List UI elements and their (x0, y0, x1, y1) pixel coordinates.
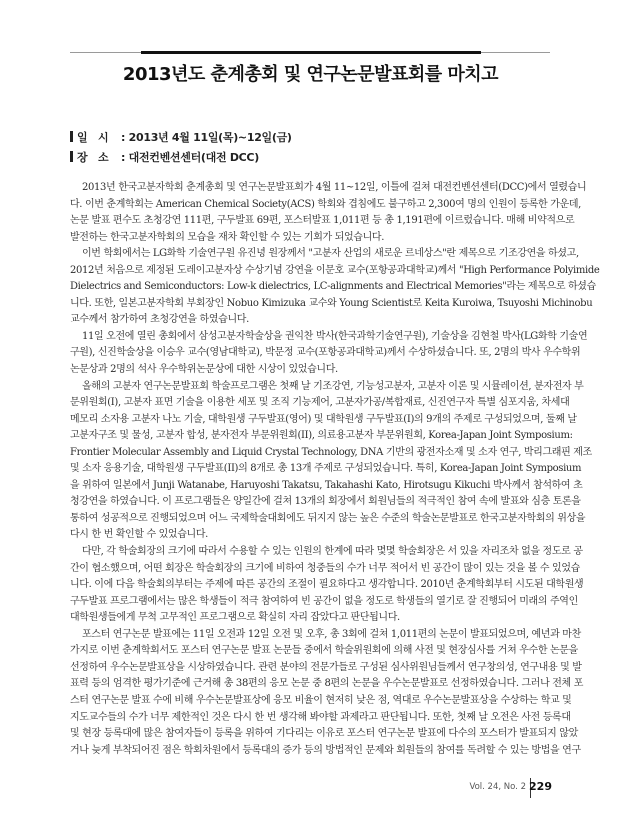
info-label: 일 시 (77, 131, 109, 144)
text-line: 대학원생들에게 무척 고무적인 프로그램으로 확실히 자리 잡았다고 판단됩니다. (70, 612, 400, 624)
text-line: 청강연을 하였습니다. 이 프로그램들은 양일간에 걸쳐 13개의 회장에서 회원님들의 적극적인 참여 속에 발표와 심층 토론을 (70, 496, 581, 508)
bullet-bar-icon (70, 151, 73, 162)
text-line: 다시 한 번 확인할 수 있었습니다. (70, 529, 209, 541)
text-line: 스터 연구논문 발표 수에 비해 우수논문발표상에 응모 비율이 현저히 낮은 점, 역대로 우수논문발표상을 수상하는 학교 및 (70, 694, 572, 706)
text-line: 이번 학회에서는 LG화학 기술연구원 유진녕 원장께서 "고분자 산업의 새로운 르네상스"란 제목으로 기조강연을 하셨고, (82, 248, 579, 260)
text-line: 니다. 또한, 일본고분자학회 부회장인 Nobuo Kimizuka 교수와 Young Scientist로 Keita Kuroiwa, Tsuyoshi Michinobu (70, 297, 593, 309)
text-line: 11일 오전에 열린 총회에서 삼성고분자학술상을 권익찬 박사(한국과학기술연구원), 기술상을 김현철 박사(LG화학 기술연 (82, 330, 588, 342)
text-line: 논문 발표 편수도 초청강연 111편, 구두발표 69편, 포스터발표 1,011편 등 총 1,191편에 이르렀습니다. 매해 비약적으로 (70, 215, 575, 227)
paragraph (70, 329, 588, 379)
article-title: 2013년도 춘계총회 및 연구논문발표회를 마치고 (122, 64, 499, 85)
text-line: 간이 협소했으며, 어떤 회장은 학술회장의 크기에 비하여 청중들의 수가 너무 적어서 빈 공간이 많이 있는 것을 볼 수 있었습 (70, 562, 580, 574)
text-line: 포스터 연구논문 발표에는 11일 오전과 12일 오전 및 오후, 총 3회에 걸쳐 1,011편의 논문이 발표되었으며, 예년과 마찬 (82, 628, 581, 640)
text-line: 다만, 각 학술회장의 크기에 따라서 수용할 수 있는 인원의 한계에 따라 몇몇 학술회장은 서 있을 자리조차 없을 정도로 공 (82, 546, 583, 558)
text-line: 구두발표 프로그램에서는 많은 학생들이 적극 참여하여 빈 공간이 없을 정도로 학생들의 열기로 잘 진행되어 미래의 주역인 (70, 595, 578, 607)
text-line: 문위원회(I), 고분자 표면 기술을 이용한 세포 및 조직 기능제어, 고분자가공/복합재료, 신진연구자 특별 심포지움, 차세대 (70, 397, 570, 409)
paragraph (70, 246, 600, 329)
article-body (70, 180, 600, 759)
text-line: 니다. 이에 다음 학술회의부터는 주제에 따른 공간의 조절이 필요하다고 생각합니다. 2010년 춘계학회부터 시도된 대학원생 (70, 579, 584, 591)
text-line: 및 소자 응용기술, 대학원생 구두발표(II)의 8개로 총 13개 주제로 구성되었습니다. 특히, Korea-Japan Joint Symposium (70, 463, 582, 475)
text-line: 거나 늦게 부착되어진 점은 학회차원에서 등록대의 증가 등의 방법적인 문제와 회원들의 참여를 독려할 수 있는 방법을 연구 (70, 744, 581, 756)
text-line: 가지로 이번 춘계학회서도 포스터 연구논문 발표 논문들 중에서 학술위원회에 의해 사전 및 현장심사를 거쳐 우수한 논문을 (70, 645, 578, 657)
text-line: 고분자구조 및 물성, 고분자 합성, 분자전자 부문위원회(II), 의료용고분자 부문위원회, Korea-Japan Joint Symposium: (70, 430, 573, 442)
paragraph (70, 180, 587, 246)
text-line: 논문상과 2명의 석사 우수학위논문상에 대한 시상이 있었습니다. (70, 364, 338, 376)
text-line: Dielectrics and Semiconductors: Low-k dielectrics, LC-alignments and Electrical Memories"라는 제목으로 하셨습 (70, 281, 596, 293)
bullet-bar-icon (70, 131, 73, 142)
info-value: : 대전컨벤션센터(대전 DCC) (121, 151, 259, 164)
paragraph (70, 544, 584, 627)
text-line: Frontier Molecular Assembly and Liquid Crystal Technology, DNA 기반의 광전자소재 및 소자 연구, 박리그래핀 제조 (70, 446, 592, 458)
text-line: 2012년 처음으로 제정된 도레이고분자상 수상기념 강연을 이문호 교수(포항공과대학교)께서 "High Performance Polyimide (70, 264, 600, 276)
text-line: 을 위하여 일본에서 Junji Watanabe, Haruyoshi Takatsu, Takahashi Kato, Hirotsugu Kikuchi 박사께서 참석하여 초 (70, 479, 583, 491)
text-line: 교수께서 참가하여 초청강연을 하였습니다. (70, 314, 249, 326)
text-line: 선정하여 우수논문발표상을 시상하였습니다. 관련 분야의 전문가들로 구성된 심사위원님들께서 연구창의성, 연구내용 및 발 (70, 661, 582, 673)
info-label: 장 소 (77, 151, 109, 164)
text-line: 통하여 성공적으로 진행되었으며 어느 국제학술대회에도 뒤지지 않는 높은 수준의 학술논문발표로 한국고분자학회의 위상을 (70, 512, 586, 524)
text-line: 다. 이번 춘계학회는 American Chemical Society(ACS) 학회와 겹침에도 불구하고 2,300여 명의 인원이 등록한 가운데, (70, 198, 581, 210)
info-value: : 2013년 4월 11일(목)~12일(금) (121, 131, 292, 144)
paragraph (70, 379, 592, 544)
paragraph (70, 627, 584, 759)
page-footer (400, 778, 552, 798)
info-date (70, 129, 292, 145)
text-line: 및 현장 등록대에 많은 참여자들이 등록을 위하여 기다리는 이유로 포스터 연구논문 발표에 다수의 포스터가 발표되지 않았 (70, 728, 578, 740)
text-line: 올해의 고분자 연구논문발표회 학술프로그램은 첫째 날 기조강연, 기능성고분자, 고분자 이론 및 시뮬레이션, 분자전자 부 (82, 380, 584, 392)
info-venue (70, 149, 259, 165)
volume-info: Vol. 24, No. 2 (469, 782, 526, 792)
text-line: 지도교수들의 수가 너무 제한적인 것은 다시 한 번 생각해 봐야할 과제라고 판단됩니다. 또한, 첫째 날 오전은 사전 등록대 (70, 711, 571, 723)
text-line: 메모리 소자용 고분자 나노 기술, 대학원생 구두발표(영어) 및 대학원생 구두발표(I)의 9개의 주제로 구성되었으며, 둘째 날 (70, 413, 577, 425)
header-accent-bar (141, 51, 481, 54)
text-line: 구원), 신진학술상을 이승우 교수(영남대학교), 박문정 교수(포항공과대학교)께서 수상하셨습니다. 또, 2명의 박사 우수학위 (70, 347, 581, 359)
text-line: 발전하는 한국고분자학회의 모습을 재차 확인할 수 있는 기회가 되었습니다. (70, 231, 385, 243)
text-line: 2013년 한국고분자학회 춘계총회 및 연구논문발표회가 4월 11~12일, 이틀에 걸쳐 대전컨벤션센터(DCC)에서 열렸습니 (82, 182, 587, 193)
text-line: 표력 등의 엄격한 평가기준에 근거해 총 38편의 응모 논문 중 8편의 논문을 우수논문발표로 선정하였습니다. 그러나 전체 포 (70, 678, 584, 690)
page-number: 229 (529, 780, 552, 793)
